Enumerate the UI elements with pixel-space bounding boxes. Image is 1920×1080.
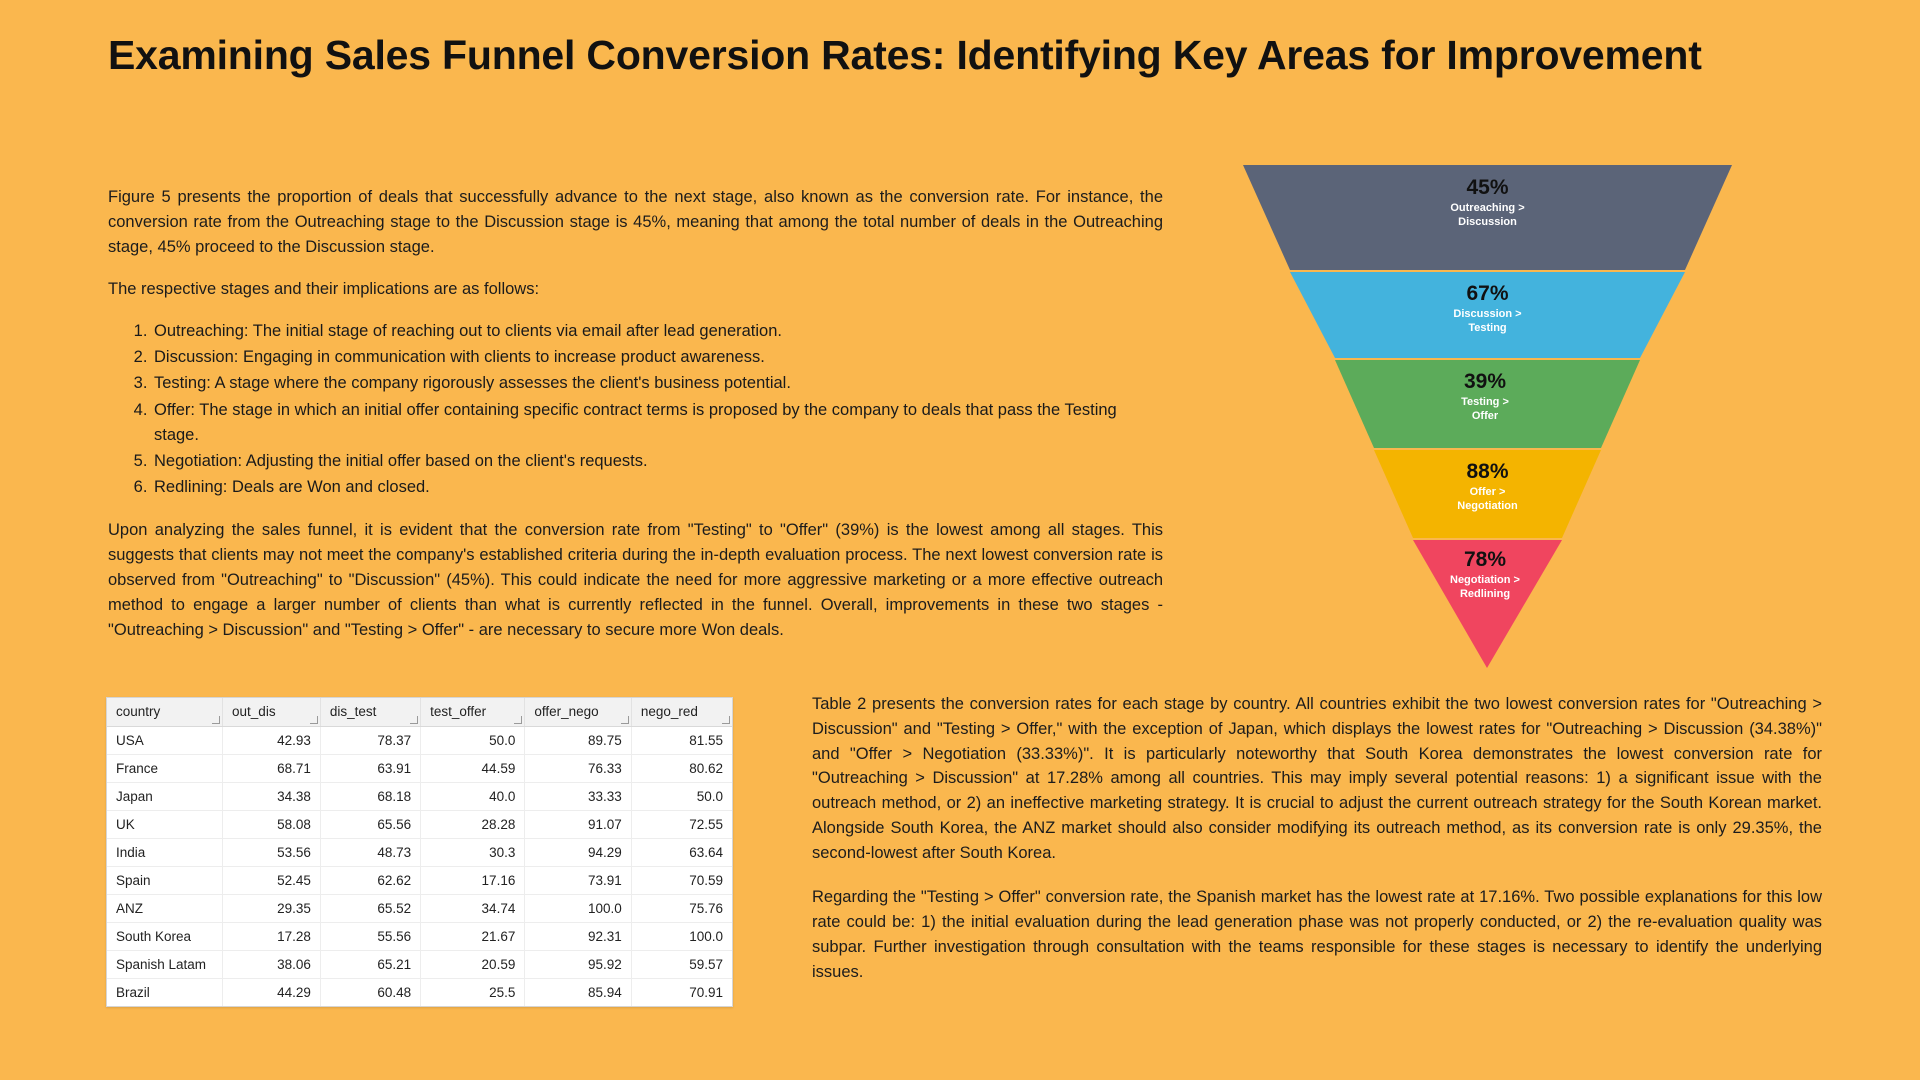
cell-out-dis: 34.38: [223, 783, 321, 811]
funnel-stage-2-line1: Discussion >: [1453, 308, 1522, 321]
cell-offer-nego: 92.31: [525, 923, 631, 951]
cell-out-dis: 38.06: [223, 951, 321, 979]
cell-nego-red: 81.55: [631, 727, 732, 755]
cell-nego-red: 72.55: [631, 811, 732, 839]
resize-handle-icon[interactable]: [514, 716, 522, 724]
funnel-svg: [1235, 160, 1740, 680]
cell-test-offer: 28.28: [421, 811, 525, 839]
funnel-value-5: 78%: [1463, 548, 1507, 571]
funnel-value-1: 45%: [1466, 176, 1509, 199]
cell-dis-test: 48.73: [320, 839, 420, 867]
column-header-out-dis[interactable]: [223, 698, 321, 727]
cell-offer-nego: 33.33: [525, 783, 631, 811]
cell-dis-test: 65.56: [320, 811, 420, 839]
cell-country: France: [107, 755, 223, 783]
cell-nego-red: 100.0: [631, 923, 732, 951]
resize-handle-icon[interactable]: [310, 716, 318, 724]
table-row: [107, 727, 732, 755]
resize-handle-icon[interactable]: [410, 716, 418, 724]
funnel-stage-1-line2: Discussion: [1458, 215, 1517, 228]
table-row: [107, 895, 732, 923]
cell-country: Spanish Latam: [107, 951, 223, 979]
cell-offer-nego: 89.75: [525, 727, 631, 755]
column-header-out-dis-label: out_dis: [232, 704, 276, 719]
conversion-table: [107, 698, 732, 1006]
cell-dis-test: 63.91: [320, 755, 420, 783]
funnel-band-3: [1335, 360, 1640, 448]
list-item: 5. Negotiation: Adjusting the initial offer based on the client's requests.: [152, 449, 1163, 474]
table-row: [107, 923, 732, 951]
funnel-stage-3-line1: Testing >: [1461, 396, 1509, 409]
cell-dis-test: 68.18: [320, 783, 420, 811]
column-header-dis-test-label: dis_test: [329, 704, 377, 719]
table-row: [107, 951, 732, 979]
cell-country: UK: [107, 811, 223, 839]
cell-out-dis: 42.93: [223, 727, 321, 755]
cell-nego-red: 80.62: [631, 755, 732, 783]
list-item: 1. Outreaching: The initial stage of reaching out to clients via email after lead generation.: [152, 319, 1163, 344]
cell-offer-nego: 91.07: [525, 811, 631, 839]
cell-test-offer: 50.0: [421, 727, 525, 755]
cell-country: ANZ: [107, 895, 223, 923]
funnel-stage-5-line2: Redlining: [1459, 587, 1511, 600]
table-row: [107, 783, 732, 811]
resize-handle-icon[interactable]: [212, 716, 220, 724]
intro-paragraph-1: Figure 5 presents the proportion of deals that successfully advance to the next stage, also known as the conversion rate. For instance, the conversion rate from the Outreaching stage to the Discussion stage is 45%, meaning that among the total number of deals in the Outreaching stage, 45% proceed to the Discussion stage.: [108, 188, 1163, 257]
cell-test-offer: 25.5: [421, 979, 525, 1007]
left-column: [108, 185, 1163, 643]
cell-out-dis: 58.08: [223, 811, 321, 839]
table-row: [107, 979, 732, 1007]
resize-handle-icon[interactable]: [722, 716, 730, 724]
funnel-band-4: [1374, 450, 1601, 538]
cell-dis-test: 60.48: [320, 979, 420, 1007]
cell-dis-test: 62.62: [320, 867, 420, 895]
cell-dis-test: 78.37: [320, 727, 420, 755]
funnel-band-5: [1413, 540, 1562, 668]
cell-nego-red: 63.64: [631, 839, 732, 867]
list-item: 6. Redlining: Deals are Won and closed.: [152, 475, 1163, 500]
column-header-offer-nego-label: offer_nego: [534, 704, 599, 719]
cell-out-dis: 53.56: [223, 839, 321, 867]
cell-test-offer: 20.59: [421, 951, 525, 979]
page-title: Examining Sales Funnel Conversion Rates: Identifying Key Areas for Improvement: [108, 32, 1702, 78]
cell-offer-nego: 76.33: [525, 755, 631, 783]
conversion-table-container: [106, 697, 733, 1007]
cell-nego-red: 59.57: [631, 951, 732, 979]
cell-dis-test: 65.21: [320, 951, 420, 979]
funnel-stage-3-line2: Offer: [1471, 409, 1499, 422]
cell-test-offer: 44.59: [421, 755, 525, 783]
table-body: [107, 727, 732, 1007]
table-row: [107, 839, 732, 867]
list-item: 3. Testing: A stage where the company rigorously assesses the client's business potential.: [152, 371, 1163, 396]
stage-list: [108, 319, 1163, 500]
intro-paragraph-2: The respective stages and their implications are as follows:: [108, 280, 540, 299]
funnel-band-2: [1290, 272, 1685, 358]
column-header-nego-red[interactable]: [631, 698, 732, 727]
cell-test-offer: 34.74: [421, 895, 525, 923]
cell-out-dis: 29.35: [223, 895, 321, 923]
cell-offer-nego: 95.92: [525, 951, 631, 979]
cell-country: Spain: [107, 867, 223, 895]
funnel-stage-4-line1: Offer >: [1469, 486, 1506, 499]
cell-out-dis: 68.71: [223, 755, 321, 783]
funnel-stage-1-line1: Outreaching >: [1450, 202, 1525, 215]
cell-test-offer: 40.0: [421, 783, 525, 811]
funnel-value-2: 67%: [1466, 282, 1509, 305]
funnel-value-4: 88%: [1466, 460, 1509, 483]
analysis-paragraph: Upon analyzing the sales funnel, it is evident that the conversion rate from "Testing" to "Offer" (39%) is the lowest among all stages. This suggests that clients may not meet the company's established criteria during the in-depth evaluation process. The next lowest conversion rate is observed from "Outreaching" to "Discussion" (45%). This could indicate the need for more aggressive marketing or a more effective outreach method to engage a larger number of clients than what is currently reflected in the funnel. Overall, improvements in these two stages - "Outreaching > Discussion" and "Testing > Offer" - are necessary to secure more Won deals.: [108, 520, 1163, 640]
funnel-value-3: 39%: [1463, 370, 1507, 393]
cell-country: Brazil: [107, 979, 223, 1007]
cell-country: India: [107, 839, 223, 867]
list-item: 4. Offer: The stage in which an initial offer containing specific contract terms is proposed by the company to deals that pass the Testing stage.: [152, 398, 1163, 448]
funnel-band-1: [1243, 165, 1732, 270]
table-row: [107, 867, 732, 895]
cell-test-offer: 30.3: [421, 839, 525, 867]
table-row: [107, 755, 732, 783]
cell-nego-red: 70.59: [631, 867, 732, 895]
table-header-row: [107, 698, 732, 727]
cell-dis-test: 55.56: [320, 923, 420, 951]
funnel-chart: [1235, 160, 1740, 680]
cell-test-offer: 17.16: [421, 867, 525, 895]
table-commentary-paragraph-1: Table 2 presents the conversion rates for each stage by country. All countries exhibit the two lowest conversion rates for "Outreaching > Discussion" and "Testing > Offer," with the exception of Japan, which displays the lowest rates for "Outreaching > Discussion (34.38%)" and "Offer > Negotiation (33.33%)". It is particularly noteworthy that South Korea demonstrates the lowest conversion rate for "Outreaching > Discussion" at 17.28% among all countries. This may imply several potential reasons: 1) a significant issue with the outreach method, or 2) an ineffective marketing strategy. It is crucial to adjust the current outreach strategy for the South Korean market. Alongside South Korea, the ANZ market should also consider modifying its outreach method, as its conversion rate is only 29.35%, the second-lowest after South Korea.: [812, 695, 1822, 862]
column-header-country-label: country: [116, 704, 161, 719]
cell-nego-red: 70.91: [689, 985, 723, 1000]
cell-country: USA: [107, 727, 223, 755]
column-header-test-offer[interactable]: [421, 698, 525, 727]
table-header: [107, 698, 732, 727]
funnel-stage-2-line2: Testing: [1468, 321, 1507, 334]
funnel-stage-5-line1: Negotiation >: [1450, 574, 1520, 587]
column-header-dis-test[interactable]: [320, 698, 420, 727]
column-header-country[interactable]: [107, 698, 223, 727]
column-header-nego-red-label: nego_red: [640, 704, 698, 719]
cell-offer-nego: 94.29: [525, 839, 631, 867]
cell-dis-test: 65.52: [320, 895, 420, 923]
cell-nego-red: 50.0: [631, 783, 732, 811]
list-item: 2. Discussion: Engaging in communication with clients to increase product awareness.: [152, 345, 1163, 370]
cell-nego-red: 75.76: [631, 895, 732, 923]
column-header-offer-nego[interactable]: [525, 698, 631, 727]
cell-out-dis: 52.45: [223, 867, 321, 895]
right-column: [812, 692, 1822, 1004]
cell-offer-nego: 85.94: [525, 979, 631, 1007]
cell-country: South Korea: [107, 923, 223, 951]
cell-out-dis: 17.28: [223, 923, 321, 951]
cell-country: Japan: [107, 783, 223, 811]
table-row: [107, 811, 732, 839]
resize-handle-icon[interactable]: [621, 716, 629, 724]
funnel-stage-4-line2: Negotiation: [1457, 499, 1518, 512]
cell-offer-nego: 73.91: [525, 867, 631, 895]
cell-test-offer: 21.67: [421, 923, 525, 951]
cell-offer-nego: 100.0: [525, 895, 631, 923]
cell-out-dis: 44.29: [223, 979, 321, 1007]
table-commentary-paragraph-2: Regarding the "Testing > Offer" conversion rate, the Spanish market has the lowest rate at 17.16%. Two possible explanations for this low rate could be: 1) the initial evaluation during the lead generation phase was not properly conducted, or 2) the re-evaluation quality was subpar. Further investigation through consultation with the teams responsible for these stages is necessary to identify the underlying issues.: [812, 888, 1822, 981]
column-header-test-offer-label: test_offer: [430, 704, 487, 719]
